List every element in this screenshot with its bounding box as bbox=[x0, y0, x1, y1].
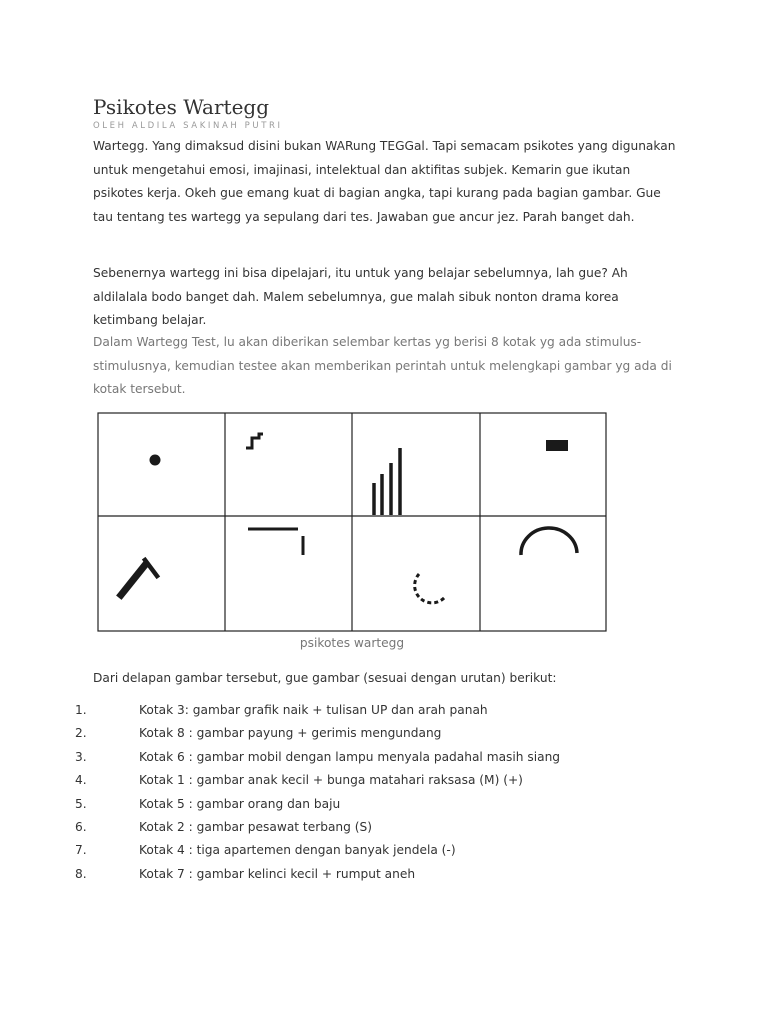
list-intro: Dari delapan gambar tersebut, gue gambar (sesuai dengan urutan) berikut: bbox=[93, 671, 557, 685]
list-item-text: Kotak 6 : gambar mobil dengan lampu menyala padahal masih siang bbox=[139, 749, 561, 764]
list-item bbox=[0, 722, 768, 745]
list-item-text: Kotak 1 : gambar anak kecil + bunga matahari raksasa (M) (+) bbox=[139, 773, 523, 788]
wartegg-grid bbox=[97, 412, 607, 632]
list-item-number: 4. bbox=[75, 773, 87, 788]
list-item-number: 1. bbox=[75, 703, 87, 717]
list-item-number: 2. bbox=[75, 726, 87, 741]
paragraph-intro: Wartegg. Yang dimaksud disini bukan WARung TEGGal. Tapi semacam psikotes yang digunakan untuk mengetahui emosi, imajinasi, intelektual dan aktifitas subjek. Kemarin gue ikutan psikotes kerja. Okeh gue emang kuat di bagian angka, tapi kurang pada bagian gambar. Gue tau tentang tes wartegg ya sepulang dari tes. Jawaban gue ancur jez. Parah banget dah. bbox=[93, 139, 676, 224]
paragraph-background: Sebenernya wartegg ini bisa dipelajari, itu untuk yang belajar sebelumnya, lah gue? Ah aldilalala bodo banget dah. Malem sebelumnya, gue malah sibuk nonton drama korea ketimbang belajar. bbox=[93, 266, 628, 327]
list-item bbox=[0, 769, 768, 792]
box-1 bbox=[150, 455, 161, 466]
list-item bbox=[0, 816, 768, 839]
list-item bbox=[0, 863, 768, 886]
list-item bbox=[0, 746, 768, 769]
list-item-text: Kotak 3: gambar grafik naik + tulisan UP dan arah panah bbox=[139, 703, 488, 717]
list-item-number: 6. bbox=[75, 819, 87, 834]
page-title: Psikotes Wartegg bbox=[93, 95, 270, 119]
list-item-number: 5. bbox=[75, 796, 87, 811]
black-square-icon bbox=[546, 440, 568, 451]
list-item-text: Kotak 4 : tiga apartemen dengan banyak jendela (-) bbox=[139, 843, 456, 858]
list-item-number: 3. bbox=[75, 749, 87, 764]
author-byline: OLEH ALDILA SAKINAH PUTRI bbox=[93, 121, 283, 131]
dot-icon bbox=[150, 455, 161, 466]
list-item bbox=[0, 839, 768, 862]
box-4 bbox=[546, 440, 568, 451]
list-item-text: Kotak 5 : gambar orang dan baju bbox=[139, 796, 341, 811]
list-item-text: Kotak 8 : gambar payung + gerimis mengundang bbox=[139, 726, 442, 741]
list-item-number: 7. bbox=[75, 843, 87, 858]
list-item-number: 8. bbox=[75, 866, 87, 881]
figure-caption: psikotes wartegg bbox=[299, 636, 405, 650]
drawing-list bbox=[0, 699, 768, 886]
list-item bbox=[0, 699, 768, 722]
list-item bbox=[0, 793, 768, 816]
list-item-text: Kotak 7 : gambar kelinci kecil + rumput aneh bbox=[139, 866, 416, 881]
list-item-text: Kotak 2 : gambar pesawat terbang (S) bbox=[139, 819, 373, 834]
paragraph-explanation: Dalam Wartegg Test, lu akan diberikan selembar kertas yg berisi 8 kotak yg ada stimulus-stimulusnya, kemudian testee akan memberikan perintah untuk melengkapi gambar yg ada di kotak tersebut. bbox=[93, 335, 672, 396]
wartegg-figure bbox=[97, 412, 607, 632]
